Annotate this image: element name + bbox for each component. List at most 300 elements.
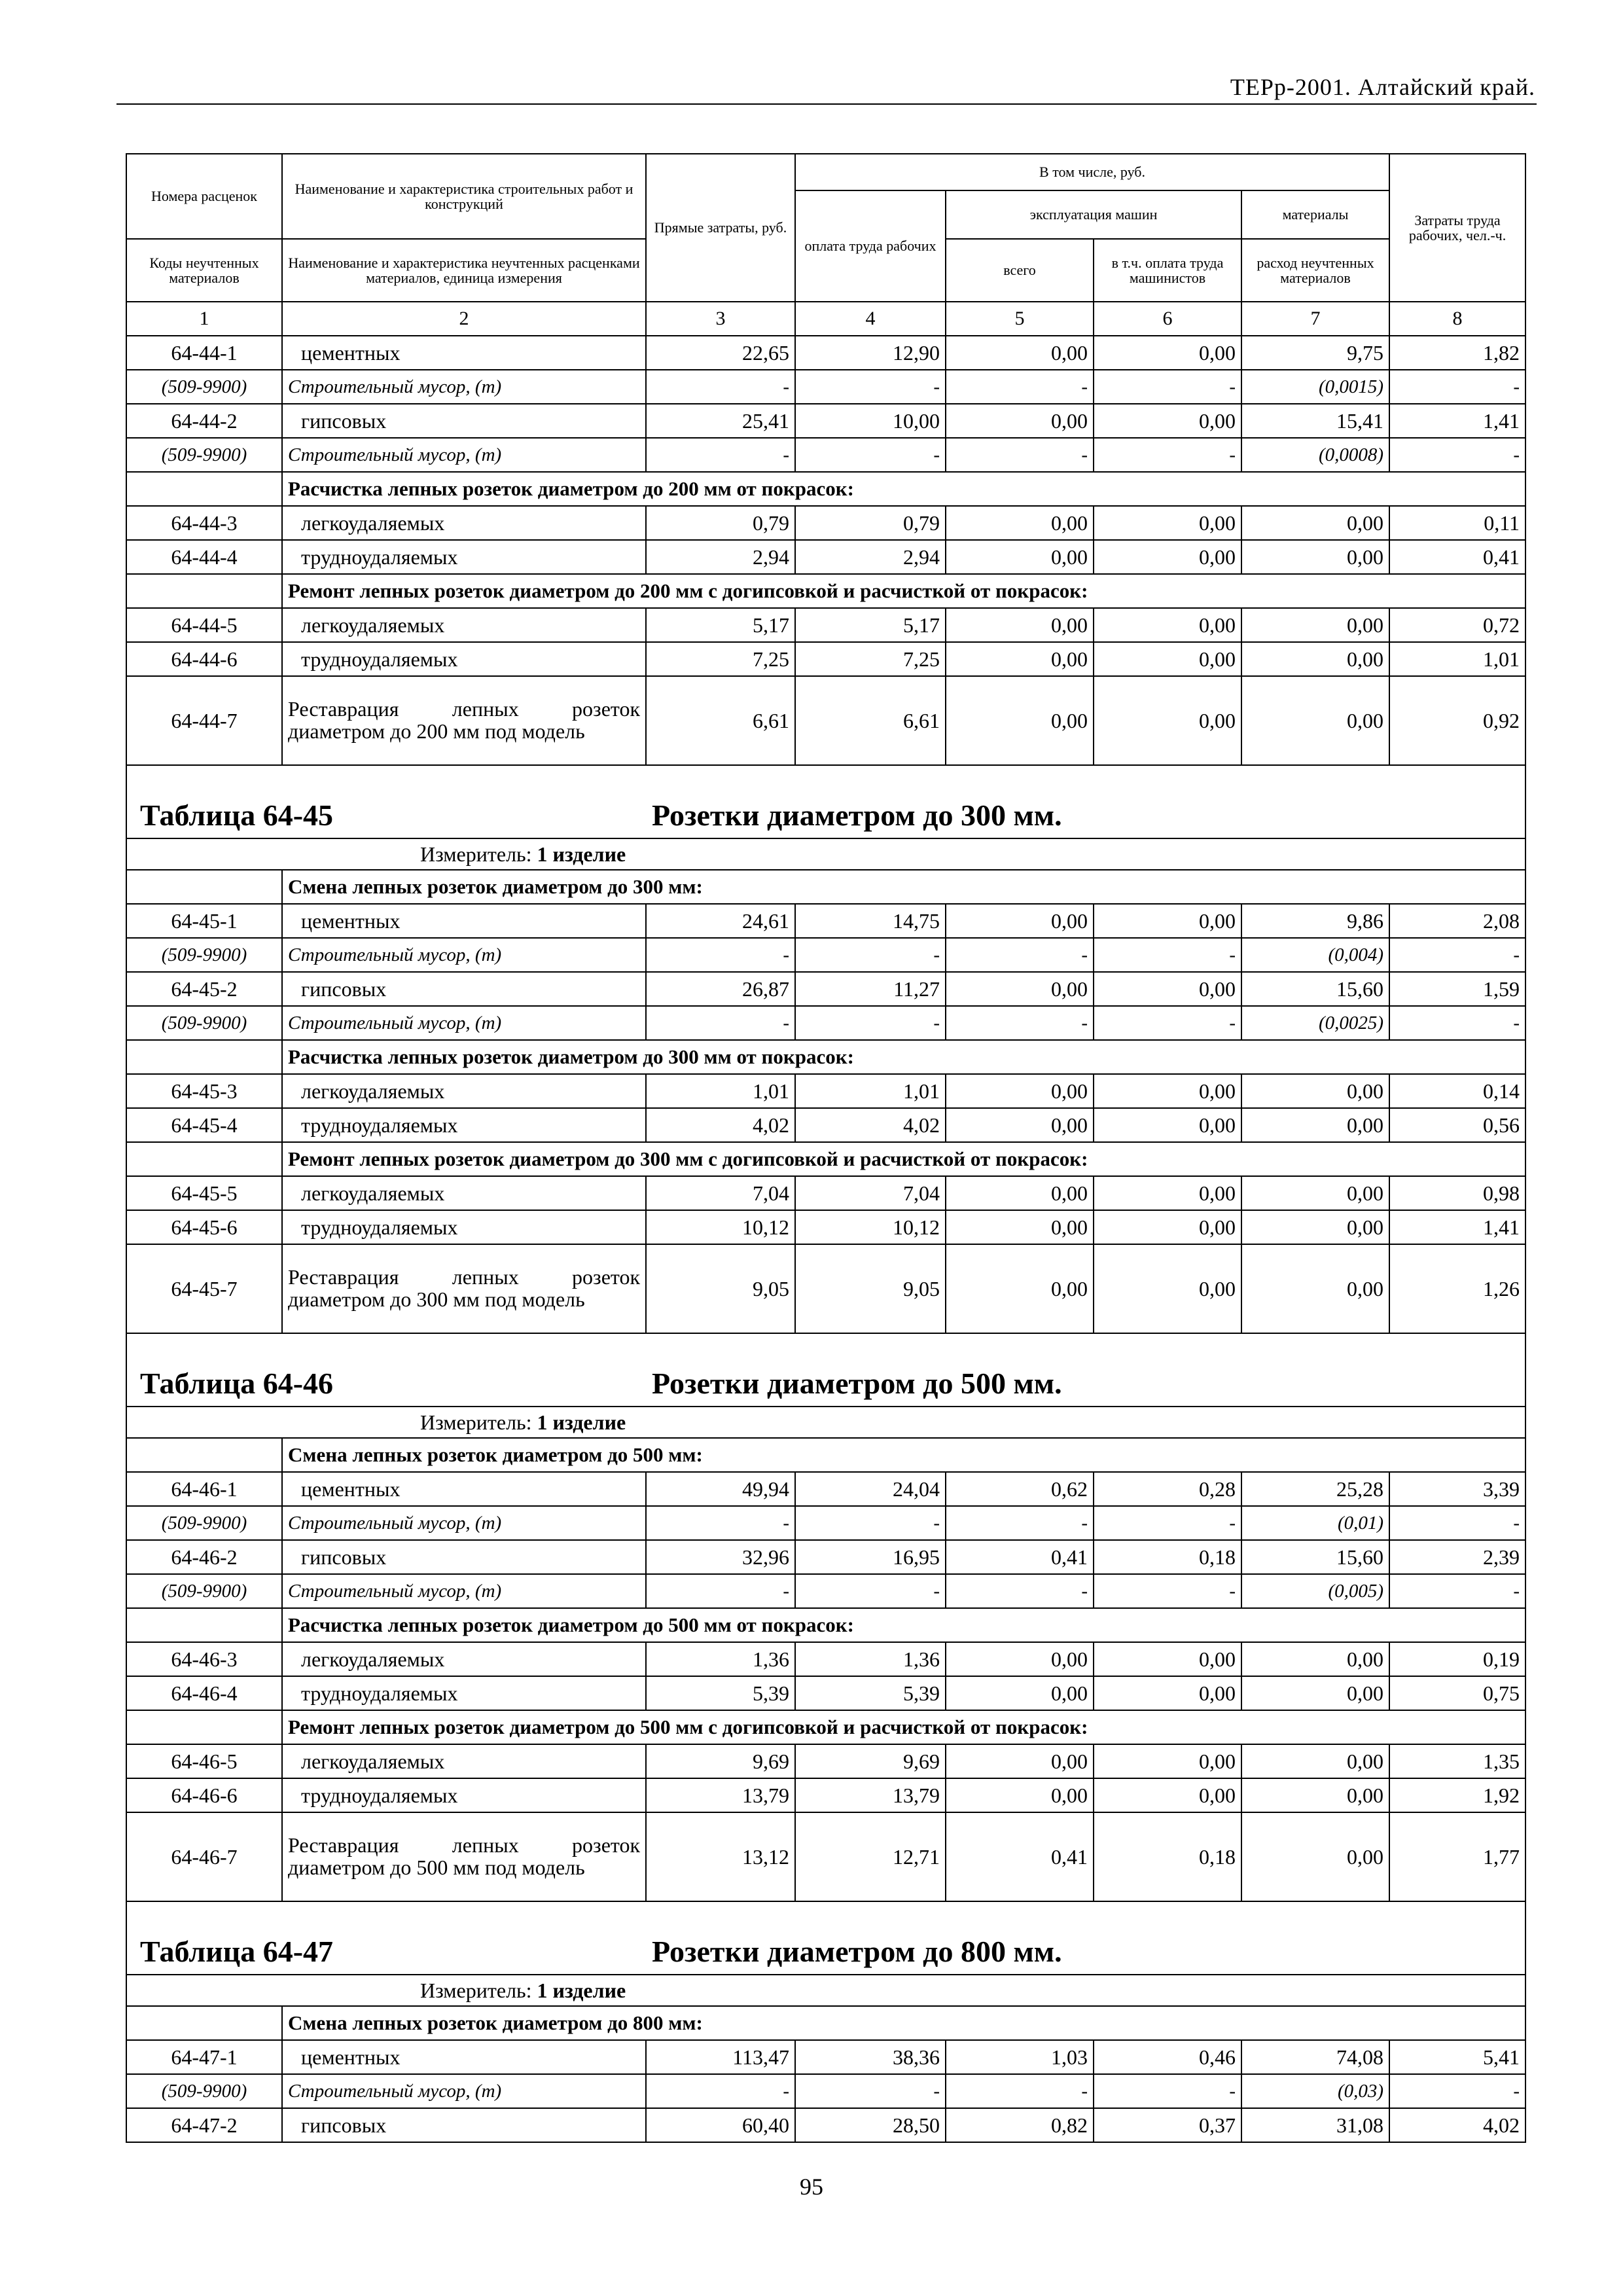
value-cell: - (1094, 2074, 1241, 2108)
value-cell: 24,61 (646, 904, 795, 938)
rates-table (126, 153, 1526, 2143)
value-cell: 0,00 (1241, 1074, 1389, 1108)
col-num: 1 (126, 302, 282, 336)
rate-name: трудноудаляемых (282, 1210, 646, 1244)
value-cell: 0,00 (1094, 1074, 1241, 1108)
table-row (126, 336, 1525, 370)
value-cell: - (646, 1006, 795, 1040)
head-labor: Затраты труда рабочих, чел.-ч. (1389, 154, 1525, 302)
rate-code: 64-46-2 (126, 1540, 282, 1574)
rate-name: трудноудаляемых (282, 540, 646, 574)
value-cell: 3,39 (1389, 1472, 1525, 1506)
value-cell: 0,18 (1094, 1540, 1241, 1574)
col-num: 6 (1094, 302, 1241, 336)
rate-name: трудноудаляемых (282, 1778, 646, 1812)
head-material-codes: Коды неучтенных материалов (126, 239, 282, 302)
head-worker-pay: оплата труда рабочих (795, 190, 946, 302)
rate-code: 64-47-2 (126, 2108, 282, 2142)
value-cell: - (1389, 1506, 1525, 1540)
value-cell: 0,41 (946, 1812, 1094, 1901)
value-cell: - (646, 1574, 795, 1608)
material-name: Строительный мусор, (т) (282, 938, 646, 972)
rate-code: 64-44-2 (126, 404, 282, 438)
section-title: Смена лепных розеток диаметром до 800 мм: (282, 2006, 1525, 2040)
table-row (126, 404, 1525, 438)
rate-name: легкоудаляемых (282, 1642, 646, 1676)
value-cell: 1,41 (1389, 1210, 1525, 1244)
material-name: Строительный мусор, (т) (282, 438, 646, 472)
value-cell: 0,00 (1241, 1778, 1389, 1812)
value-cell: 0,41 (946, 1540, 1094, 1574)
value-cell: 31,08 (1241, 2108, 1389, 2142)
value-cell: 1,01 (1389, 642, 1525, 676)
value-cell: 0,62 (946, 1472, 1094, 1506)
table-row (126, 1812, 1525, 1901)
value-cell: 26,87 (646, 972, 795, 1006)
rate-name: цементных (282, 1472, 646, 1506)
table-label: Таблица 64-46 (140, 1367, 334, 1400)
value-cell: 0,00 (1241, 1744, 1389, 1778)
material-row (126, 370, 1525, 404)
value-cell: 15,41 (1241, 404, 1389, 438)
value-cell: - (1389, 938, 1525, 972)
col-num: 3 (646, 302, 795, 336)
value-cell: 1,35 (1389, 1744, 1525, 1778)
value-cell: 1,77 (1389, 1812, 1525, 1901)
table-row (126, 642, 1525, 676)
value-cell: (0,0025) (1241, 1006, 1389, 1040)
value-cell: 10,12 (795, 1210, 946, 1244)
value-cell: 4,02 (795, 1108, 946, 1142)
value-cell: - (646, 1506, 795, 1540)
table-row (126, 506, 1525, 540)
value-cell: 5,39 (795, 1676, 946, 1710)
header-rule (116, 103, 1537, 105)
value-cell: 22,65 (646, 336, 795, 370)
value-cell: 0,00 (946, 1108, 1094, 1142)
rate-code: 64-45-4 (126, 1108, 282, 1142)
section-row (126, 1710, 1525, 1744)
rate-code: 64-46-4 (126, 1676, 282, 1710)
value-cell: 0,00 (946, 972, 1094, 1006)
head-material-use: расход неучтенных материалов (1241, 239, 1389, 302)
section-spacer (126, 870, 282, 904)
rate-name: Реставрация лепных розеток диаметром до 200 мм под модель (282, 676, 646, 765)
value-cell: - (795, 2074, 946, 2108)
value-cell: - (946, 370, 1094, 404)
value-cell: 16,95 (795, 1540, 946, 1574)
material-code: (509-9900) (126, 1574, 282, 1608)
value-cell: - (795, 438, 946, 472)
table-row (126, 1108, 1525, 1142)
unit-label: Измеритель: (420, 1978, 532, 2002)
rate-code: 64-44-7 (126, 676, 282, 765)
value-cell: 24,04 (795, 1472, 946, 1506)
rate-name: Реставрация лепных розеток диаметром до 500 мм под модель (282, 1812, 646, 1901)
running-header: ТЕРр-2001. Алтайский край. (1230, 74, 1535, 100)
column-numbers-row (126, 302, 1525, 336)
table-label: Таблица 64-45 (140, 798, 334, 832)
value-cell: 1,36 (795, 1642, 946, 1676)
head-rate-numbers: Номера расценок (126, 154, 282, 239)
value-cell: - (1094, 938, 1241, 972)
rate-name: трудноудаляемых (282, 1676, 646, 1710)
table-title: Розетки диаметром до 800 мм. (652, 1935, 1062, 1968)
value-cell: 2,94 (795, 540, 946, 574)
value-cell: 11,27 (795, 972, 946, 1006)
value-cell: - (946, 438, 1094, 472)
value-cell: (0,004) (1241, 938, 1389, 972)
value-cell: (0,005) (1241, 1574, 1389, 1608)
value-cell: 0,00 (1094, 676, 1241, 765)
material-code: (509-9900) (126, 1506, 282, 1540)
unit-row (126, 1407, 1525, 1438)
value-cell: 0,37 (1094, 2108, 1241, 2142)
value-cell: 0,00 (946, 506, 1094, 540)
rate-code: 64-47-1 (126, 2040, 282, 2074)
value-cell: 9,05 (646, 1244, 795, 1333)
rate-name: Реставрация лепных розеток диаметром до 300 мм под модель (282, 1244, 646, 1333)
unit-row (126, 838, 1525, 870)
value-cell: 113,47 (646, 2040, 795, 2074)
material-name: Строительный мусор, (т) (282, 1006, 646, 1040)
value-cell: 0,00 (1241, 642, 1389, 676)
table-title-row (126, 1901, 1525, 1975)
table-label: Таблица 64-47 (140, 1935, 334, 1968)
table-row (126, 1210, 1525, 1244)
section-spacer (126, 1438, 282, 1472)
rate-code: 64-46-1 (126, 1472, 282, 1506)
value-cell: 5,17 (646, 608, 795, 642)
table-row (126, 1642, 1525, 1676)
value-cell: 0,00 (946, 404, 1094, 438)
value-cell: - (646, 2074, 795, 2108)
value-cell: 0,79 (646, 506, 795, 540)
unit-value: 1 изделие (537, 1978, 626, 2002)
section-row (126, 1142, 1525, 1176)
value-cell: 28,50 (795, 2108, 946, 2142)
value-cell: - (1389, 1574, 1525, 1608)
value-cell: - (795, 1506, 946, 1540)
material-code: (509-9900) (126, 370, 282, 404)
section-title: Смена лепных розеток диаметром до 500 мм: (282, 1438, 1525, 1472)
material-name: Строительный мусор, (т) (282, 1506, 646, 1540)
value-cell: - (946, 938, 1094, 972)
col-num: 4 (795, 302, 946, 336)
value-cell: 0,72 (1389, 608, 1525, 642)
value-cell: 0,00 (946, 1210, 1094, 1244)
value-cell: 13,79 (646, 1778, 795, 1812)
rate-code: 64-44-6 (126, 642, 282, 676)
table-row (126, 1074, 1525, 1108)
value-cell: - (1094, 1506, 1241, 1540)
value-cell: 0,00 (946, 1176, 1094, 1210)
value-cell: 4,02 (1389, 2108, 1525, 2142)
value-cell: 0,00 (1241, 1176, 1389, 1210)
head-materials: материалы (1241, 190, 1389, 239)
value-cell: 10,00 (795, 404, 946, 438)
section-title: Расчистка лепных розеток диаметром до 200 мм от покрасок: (282, 472, 1525, 506)
value-cell: - (1094, 438, 1241, 472)
value-cell: (0,0015) (1241, 370, 1389, 404)
value-cell: 25,28 (1241, 1472, 1389, 1506)
value-cell: 9,86 (1241, 904, 1389, 938)
value-cell: 0,00 (1094, 904, 1241, 938)
value-cell: 0,00 (946, 608, 1094, 642)
value-cell: 1,26 (1389, 1244, 1525, 1333)
rate-code: 64-45-2 (126, 972, 282, 1006)
unit-value: 1 изделие (537, 1410, 626, 1434)
head-machines: эксплуатация машин (946, 190, 1241, 239)
section-title: Ремонт лепных розеток диаметром до 500 мм с догипсовкой и расчисткой от покрасок: (282, 1710, 1525, 1744)
value-cell: - (795, 938, 946, 972)
value-cell: - (1389, 438, 1525, 472)
value-cell: - (1094, 1006, 1241, 1040)
table-row (126, 1744, 1525, 1778)
table-row (126, 904, 1525, 938)
value-cell: 1,01 (795, 1074, 946, 1108)
section-title: Смена лепных розеток диаметром до 300 мм: (282, 870, 1525, 904)
value-cell: 0,00 (1241, 1642, 1389, 1676)
material-row (126, 1006, 1525, 1040)
table-row (126, 972, 1525, 1006)
value-cell: 0,00 (946, 1074, 1094, 1108)
section-spacer (126, 1710, 282, 1744)
value-cell: - (646, 438, 795, 472)
value-cell: 0,00 (1241, 1210, 1389, 1244)
head-direct-costs: Прямые затраты, руб. (646, 154, 795, 302)
value-cell: 0,00 (946, 676, 1094, 765)
value-cell: 2,94 (646, 540, 795, 574)
value-cell: 0,79 (795, 506, 946, 540)
col-num: 5 (946, 302, 1094, 336)
value-cell: 49,94 (646, 1472, 795, 1506)
table-row (126, 608, 1525, 642)
table-row (126, 1472, 1525, 1506)
rate-name: цементных (282, 336, 646, 370)
section-spacer (126, 2006, 282, 2040)
value-cell: 0,00 (1094, 1108, 1241, 1142)
value-cell: 0,92 (1389, 676, 1525, 765)
value-cell: - (946, 2074, 1094, 2108)
value-cell: 1,03 (946, 2040, 1094, 2074)
value-cell: 0,00 (1094, 336, 1241, 370)
value-cell: - (946, 1574, 1094, 1608)
value-cell: - (1094, 370, 1241, 404)
table-row (126, 1540, 1525, 1574)
value-cell: 15,60 (1241, 1540, 1389, 1574)
rate-name: гипсовых (282, 404, 646, 438)
section-row (126, 2006, 1525, 2040)
value-cell: 0,75 (1389, 1676, 1525, 1710)
value-cell: 9,05 (795, 1244, 946, 1333)
value-cell: 74,08 (1241, 2040, 1389, 2074)
section-row (126, 870, 1525, 904)
table-title-row (126, 1333, 1525, 1407)
section-spacer (126, 574, 282, 608)
value-cell: 7,25 (646, 642, 795, 676)
value-cell: 0,00 (1094, 404, 1241, 438)
value-cell: 0,00 (1094, 608, 1241, 642)
value-cell: 5,17 (795, 608, 946, 642)
rate-code: 64-46-5 (126, 1744, 282, 1778)
value-cell: 0,00 (1094, 1676, 1241, 1710)
value-cell: 0,00 (1094, 1778, 1241, 1812)
value-cell: (0,0008) (1241, 438, 1389, 472)
col-num: 8 (1389, 302, 1525, 336)
table-row (126, 676, 1525, 765)
unit-label: Измеритель: (420, 1410, 532, 1434)
value-cell: 0,00 (1094, 1210, 1241, 1244)
value-cell: 13,79 (795, 1778, 946, 1812)
value-cell: - (795, 1006, 946, 1040)
value-cell: 0,00 (946, 336, 1094, 370)
value-cell: 5,39 (646, 1676, 795, 1710)
value-cell: 32,96 (646, 1540, 795, 1574)
value-cell: 1,36 (646, 1642, 795, 1676)
value-cell: 0,00 (1241, 608, 1389, 642)
value-cell: (0,01) (1241, 1506, 1389, 1540)
rate-name: легкоудаляемых (282, 1176, 646, 1210)
value-cell: - (1389, 370, 1525, 404)
rate-code: 64-45-6 (126, 1210, 282, 1244)
value-cell: 0,00 (1094, 972, 1241, 1006)
value-cell: 0,41 (1389, 540, 1525, 574)
value-cell: 0,00 (1241, 506, 1389, 540)
unit-label: Измеритель: (420, 842, 532, 866)
section-spacer (126, 1142, 282, 1176)
value-cell: - (795, 370, 946, 404)
value-cell: 0,56 (1389, 1108, 1525, 1142)
head-machines-total: всего (946, 239, 1094, 302)
value-cell: 1,01 (646, 1074, 795, 1108)
rate-code: 64-44-3 (126, 506, 282, 540)
value-cell: - (946, 1506, 1094, 1540)
value-cell: - (646, 370, 795, 404)
value-cell: 0,00 (1094, 642, 1241, 676)
value-cell: 0,00 (946, 1642, 1094, 1676)
table-row (126, 540, 1525, 574)
value-cell: 6,61 (795, 676, 946, 765)
value-cell: 0,00 (946, 1676, 1094, 1710)
rate-code: 64-46-6 (126, 1778, 282, 1812)
head-work-name: Наименование и характеристика строительных работ и конструкций (282, 154, 646, 239)
value-cell: 0,46 (1094, 2040, 1241, 2074)
material-row (126, 438, 1525, 472)
rate-name: гипсовых (282, 972, 646, 1006)
head-material-names: Наименование и характеристика неучтенных расценками материалов, единица измерения (282, 239, 646, 302)
value-cell: 0,00 (946, 1244, 1094, 1333)
value-cell: 0,00 (1241, 1108, 1389, 1142)
value-cell: 1,41 (1389, 404, 1525, 438)
rate-name: гипсовых (282, 1540, 646, 1574)
value-cell: 12,90 (795, 336, 946, 370)
rate-code: 64-44-5 (126, 608, 282, 642)
value-cell: 0,00 (1094, 506, 1241, 540)
value-cell: 25,41 (646, 404, 795, 438)
rate-code: 64-44-1 (126, 336, 282, 370)
section-title: Расчистка лепных розеток диаметром до 300 мм от покрасок: (282, 1040, 1525, 1074)
value-cell: 7,04 (646, 1176, 795, 1210)
value-cell: 1,92 (1389, 1778, 1525, 1812)
col-num: 7 (1241, 302, 1389, 336)
section-row (126, 472, 1525, 506)
value-cell: 1,82 (1389, 336, 1525, 370)
rate-code: 64-45-5 (126, 1176, 282, 1210)
rate-code: 64-46-3 (126, 1642, 282, 1676)
table-row (126, 1676, 1525, 1710)
value-cell: 0,18 (1094, 1812, 1241, 1901)
material-code: (509-9900) (126, 1006, 282, 1040)
rate-name: трудноудаляемых (282, 642, 646, 676)
value-cell: 0,00 (1094, 1176, 1241, 1210)
table-row (126, 1778, 1525, 1812)
rate-name: гипсовых (282, 2108, 646, 2142)
value-cell: 0,00 (946, 540, 1094, 574)
table-title: Розетки диаметром до 300 мм. (652, 798, 1062, 832)
section-title: Ремонт лепных розеток диаметром до 200 мм с догипсовкой и расчисткой от покрасок: (282, 574, 1525, 608)
material-name: Строительный мусор, (т) (282, 1574, 646, 1608)
section-row (126, 1438, 1525, 1472)
value-cell: 0,00 (1094, 1744, 1241, 1778)
value-cell: - (795, 1574, 946, 1608)
material-code: (509-9900) (126, 438, 282, 472)
value-cell: 9,69 (646, 1744, 795, 1778)
section-spacer (126, 1040, 282, 1074)
table-title: Розетки диаметром до 500 мм. (652, 1367, 1062, 1400)
value-cell: 0,98 (1389, 1176, 1525, 1210)
rate-name: легкоудаляемых (282, 1744, 646, 1778)
value-cell: 0,82 (946, 2108, 1094, 2142)
value-cell: 13,12 (646, 1812, 795, 1901)
value-cell: - (946, 1006, 1094, 1040)
value-cell: 0,00 (1241, 676, 1389, 765)
value-cell: 0,00 (946, 1744, 1094, 1778)
rate-name: легкоудаляемых (282, 1074, 646, 1108)
rate-name: легкоудаляемых (282, 506, 646, 540)
unit-value: 1 изделие (537, 842, 626, 866)
value-cell: 15,60 (1241, 972, 1389, 1006)
value-cell: - (646, 938, 795, 972)
head-group: В том числе, руб. (795, 154, 1389, 190)
value-cell: 7,04 (795, 1176, 946, 1210)
value-cell: 0,00 (1241, 1676, 1389, 1710)
rate-code: 64-45-3 (126, 1074, 282, 1108)
value-cell: - (1389, 2074, 1525, 2108)
rate-name: легкоудаляемых (282, 608, 646, 642)
rate-code: 64-46-7 (126, 1812, 282, 1901)
rate-code: 64-45-1 (126, 904, 282, 938)
value-cell: 9,69 (795, 1744, 946, 1778)
value-cell: 0,00 (1241, 1244, 1389, 1333)
rate-name: цементных (282, 2040, 646, 2074)
value-cell: 0,00 (1241, 1812, 1389, 1901)
table-row (126, 1244, 1525, 1333)
value-cell: 0,19 (1389, 1642, 1525, 1676)
value-cell: 0,28 (1094, 1472, 1241, 1506)
section-row (126, 574, 1525, 608)
table-row (126, 1176, 1525, 1210)
value-cell: 7,25 (795, 642, 946, 676)
value-cell: 0,00 (1094, 1642, 1241, 1676)
value-cell: 60,40 (646, 2108, 795, 2142)
value-cell: 0,00 (946, 904, 1094, 938)
section-row (126, 1040, 1525, 1074)
table-row (126, 2040, 1525, 2074)
rate-name: трудноудаляемых (282, 1108, 646, 1142)
material-code: (509-9900) (126, 938, 282, 972)
value-cell: - (1389, 1006, 1525, 1040)
